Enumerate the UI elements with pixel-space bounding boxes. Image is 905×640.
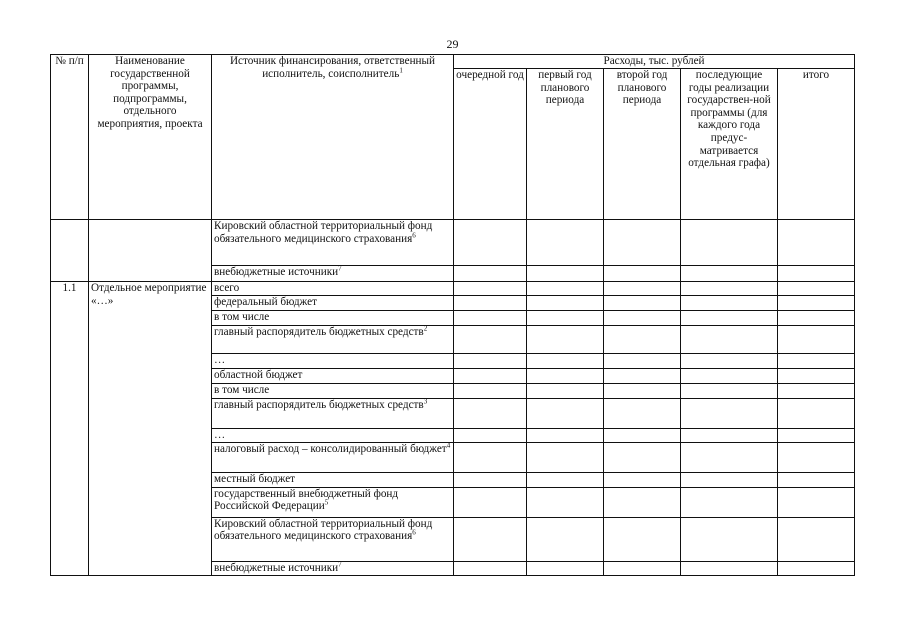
amount-cell — [454, 220, 527, 266]
source-cell — [212, 220, 454, 266]
amount-cell — [681, 442, 778, 472]
amount-cell — [527, 442, 604, 472]
amount-cell — [681, 310, 778, 325]
section-name: Отдельное мероприятие «…» — [89, 282, 212, 576]
amount-cell — [527, 517, 604, 561]
source-footnote: 7 — [338, 265, 342, 273]
table-row — [51, 220, 855, 266]
amount-cell — [604, 325, 681, 353]
header-following-years: последующие годы реализации государствен-ной программы (для каждого года предус-матривается отдельная графа) — [681, 69, 778, 220]
page-number: 29 — [446, 37, 459, 51]
amount-cell — [604, 428, 681, 442]
amount-cell — [527, 220, 604, 266]
amount-cell — [681, 398, 778, 428]
amount-cell — [604, 310, 681, 325]
source-text: … — [214, 353, 226, 366]
amount-cell — [604, 295, 681, 310]
amount-cell — [527, 295, 604, 310]
name-cell — [89, 220, 212, 282]
source-text: Кировский областной территориальный фонд обязательного медицинского страхования — [214, 220, 433, 245]
source-text: в том числе — [214, 310, 270, 323]
source-cell — [212, 517, 454, 561]
amount-cell — [527, 428, 604, 442]
source-text: Кировский областной территориальный фонд обязательного медицинского страхования — [214, 517, 433, 543]
source-text: налоговый расход – консолидированный бюджет — [214, 442, 447, 455]
amount-cell — [527, 398, 604, 428]
amount-cell — [778, 266, 855, 282]
amount-cell — [778, 220, 855, 266]
amount-cell — [681, 353, 778, 368]
amount-cell — [454, 310, 527, 325]
amount-cell — [454, 353, 527, 368]
source-cell — [212, 353, 454, 368]
amount-cell — [454, 368, 527, 383]
source-footnote: 3 — [423, 398, 428, 405]
header-expenses: Расходы, тыс. рублей — [454, 55, 855, 69]
amount-cell — [454, 517, 527, 561]
amount-cell — [778, 428, 855, 442]
amount-cell — [681, 472, 778, 487]
amount-cell — [604, 472, 681, 487]
header-first-plan-year: первый год планового периода — [527, 69, 604, 220]
source-footnote: 4 — [446, 442, 451, 449]
source-text: государственный внебюджетный фонд Российской Федерации — [214, 487, 399, 513]
amount-cell — [681, 487, 778, 517]
source-cell — [212, 368, 454, 383]
amount-cell — [778, 282, 855, 296]
amount-cell — [604, 517, 681, 561]
amount-cell — [454, 282, 527, 296]
amount-cell — [681, 266, 778, 282]
amount-cell — [681, 428, 778, 442]
amount-cell — [681, 295, 778, 310]
source-text: федеральный бюджет — [214, 295, 317, 308]
amount-cell — [527, 353, 604, 368]
source-cell — [212, 442, 454, 472]
source-footnote: 6 — [412, 230, 416, 239]
source-cell — [212, 561, 454, 575]
source-footnote: 5 — [324, 498, 329, 507]
amount-cell — [604, 220, 681, 266]
amount-cell — [454, 442, 527, 472]
amount-cell — [527, 561, 604, 575]
amount-cell — [604, 282, 681, 296]
amount-cell — [778, 368, 855, 383]
amount-cell — [454, 398, 527, 428]
amount-cell — [527, 487, 604, 517]
header-name: Наименование государственной программы, подпрограммы, отдельного мероприятия, проекта — [89, 55, 212, 220]
amount-cell — [604, 561, 681, 575]
source-text: областной бюджет — [214, 368, 303, 381]
header-source-text: Источник финансирования, ответственный исполнитель, соисполнитель — [229, 55, 436, 80]
amount-cell — [681, 282, 778, 296]
amount-cell — [681, 325, 778, 353]
source-cell — [212, 398, 454, 428]
amount-cell — [778, 383, 855, 398]
amount-cell — [681, 220, 778, 266]
source-cell — [212, 282, 454, 296]
amount-cell — [681, 383, 778, 398]
amount-cell — [604, 487, 681, 517]
amount-cell — [527, 383, 604, 398]
source-cell — [212, 487, 454, 517]
source-cell — [212, 428, 454, 442]
amount-cell — [778, 325, 855, 353]
amount-cell — [778, 472, 855, 487]
amount-cell — [527, 325, 604, 353]
amount-cell — [681, 561, 778, 575]
amount-cell — [778, 310, 855, 325]
section-number: 1.1 — [51, 282, 89, 576]
amount-cell — [778, 517, 855, 561]
amount-cell — [454, 325, 527, 353]
header-total: итого — [778, 69, 855, 220]
amount-cell — [604, 266, 681, 282]
financing-table — [50, 54, 855, 576]
amount-cell — [527, 310, 604, 325]
header-second-plan-year: второй год планового периода — [604, 69, 681, 220]
amount-cell — [778, 353, 855, 368]
source-cell — [212, 325, 454, 353]
amount-cell — [604, 353, 681, 368]
number-cell — [51, 220, 89, 282]
header-source-footnote: 1 — [399, 65, 403, 74]
amount-cell — [604, 442, 681, 472]
amount-cell — [778, 398, 855, 428]
amount-cell — [681, 517, 778, 561]
amount-cell — [454, 383, 527, 398]
amount-cell — [527, 368, 604, 383]
amount-cell — [527, 282, 604, 296]
source-cell — [212, 295, 454, 310]
amount-cell — [454, 295, 527, 310]
amount-cell — [681, 368, 778, 383]
source-cell — [212, 383, 454, 398]
header-number: № п/п — [51, 55, 89, 220]
header-source — [212, 55, 454, 220]
amount-cell — [778, 295, 855, 310]
source-cell — [212, 472, 454, 487]
amount-cell — [454, 487, 527, 517]
amount-cell — [454, 428, 527, 442]
table-row — [51, 282, 855, 296]
amount-cell — [604, 368, 681, 383]
amount-cell — [527, 472, 604, 487]
source-footnote: 7 — [338, 561, 342, 568]
source-text: внебюджетные источники — [214, 561, 339, 574]
amount-cell — [778, 442, 855, 472]
source-footnote: 2 — [423, 325, 428, 332]
amount-cell — [604, 383, 681, 398]
source-text: всего — [214, 282, 240, 294]
source-footnote: 6 — [412, 528, 416, 537]
amount-cell — [778, 561, 855, 575]
source-text: … — [214, 428, 226, 441]
header-current-year: очередной год — [454, 69, 527, 220]
amount-cell — [527, 266, 604, 282]
source-text: главный распорядитель бюджетных средств — [214, 398, 424, 411]
source-text: местный бюджет — [214, 472, 296, 485]
amount-cell — [604, 398, 681, 428]
source-text: внебюджетные источники — [214, 266, 339, 278]
amount-cell — [454, 472, 527, 487]
amount-cell — [778, 487, 855, 517]
amount-cell — [454, 266, 527, 282]
source-cell — [212, 310, 454, 325]
source-text: главный распорядитель бюджетных средств — [214, 325, 424, 338]
source-cell — [212, 266, 454, 282]
source-text: в том числе — [214, 383, 270, 396]
amount-cell — [454, 561, 527, 575]
